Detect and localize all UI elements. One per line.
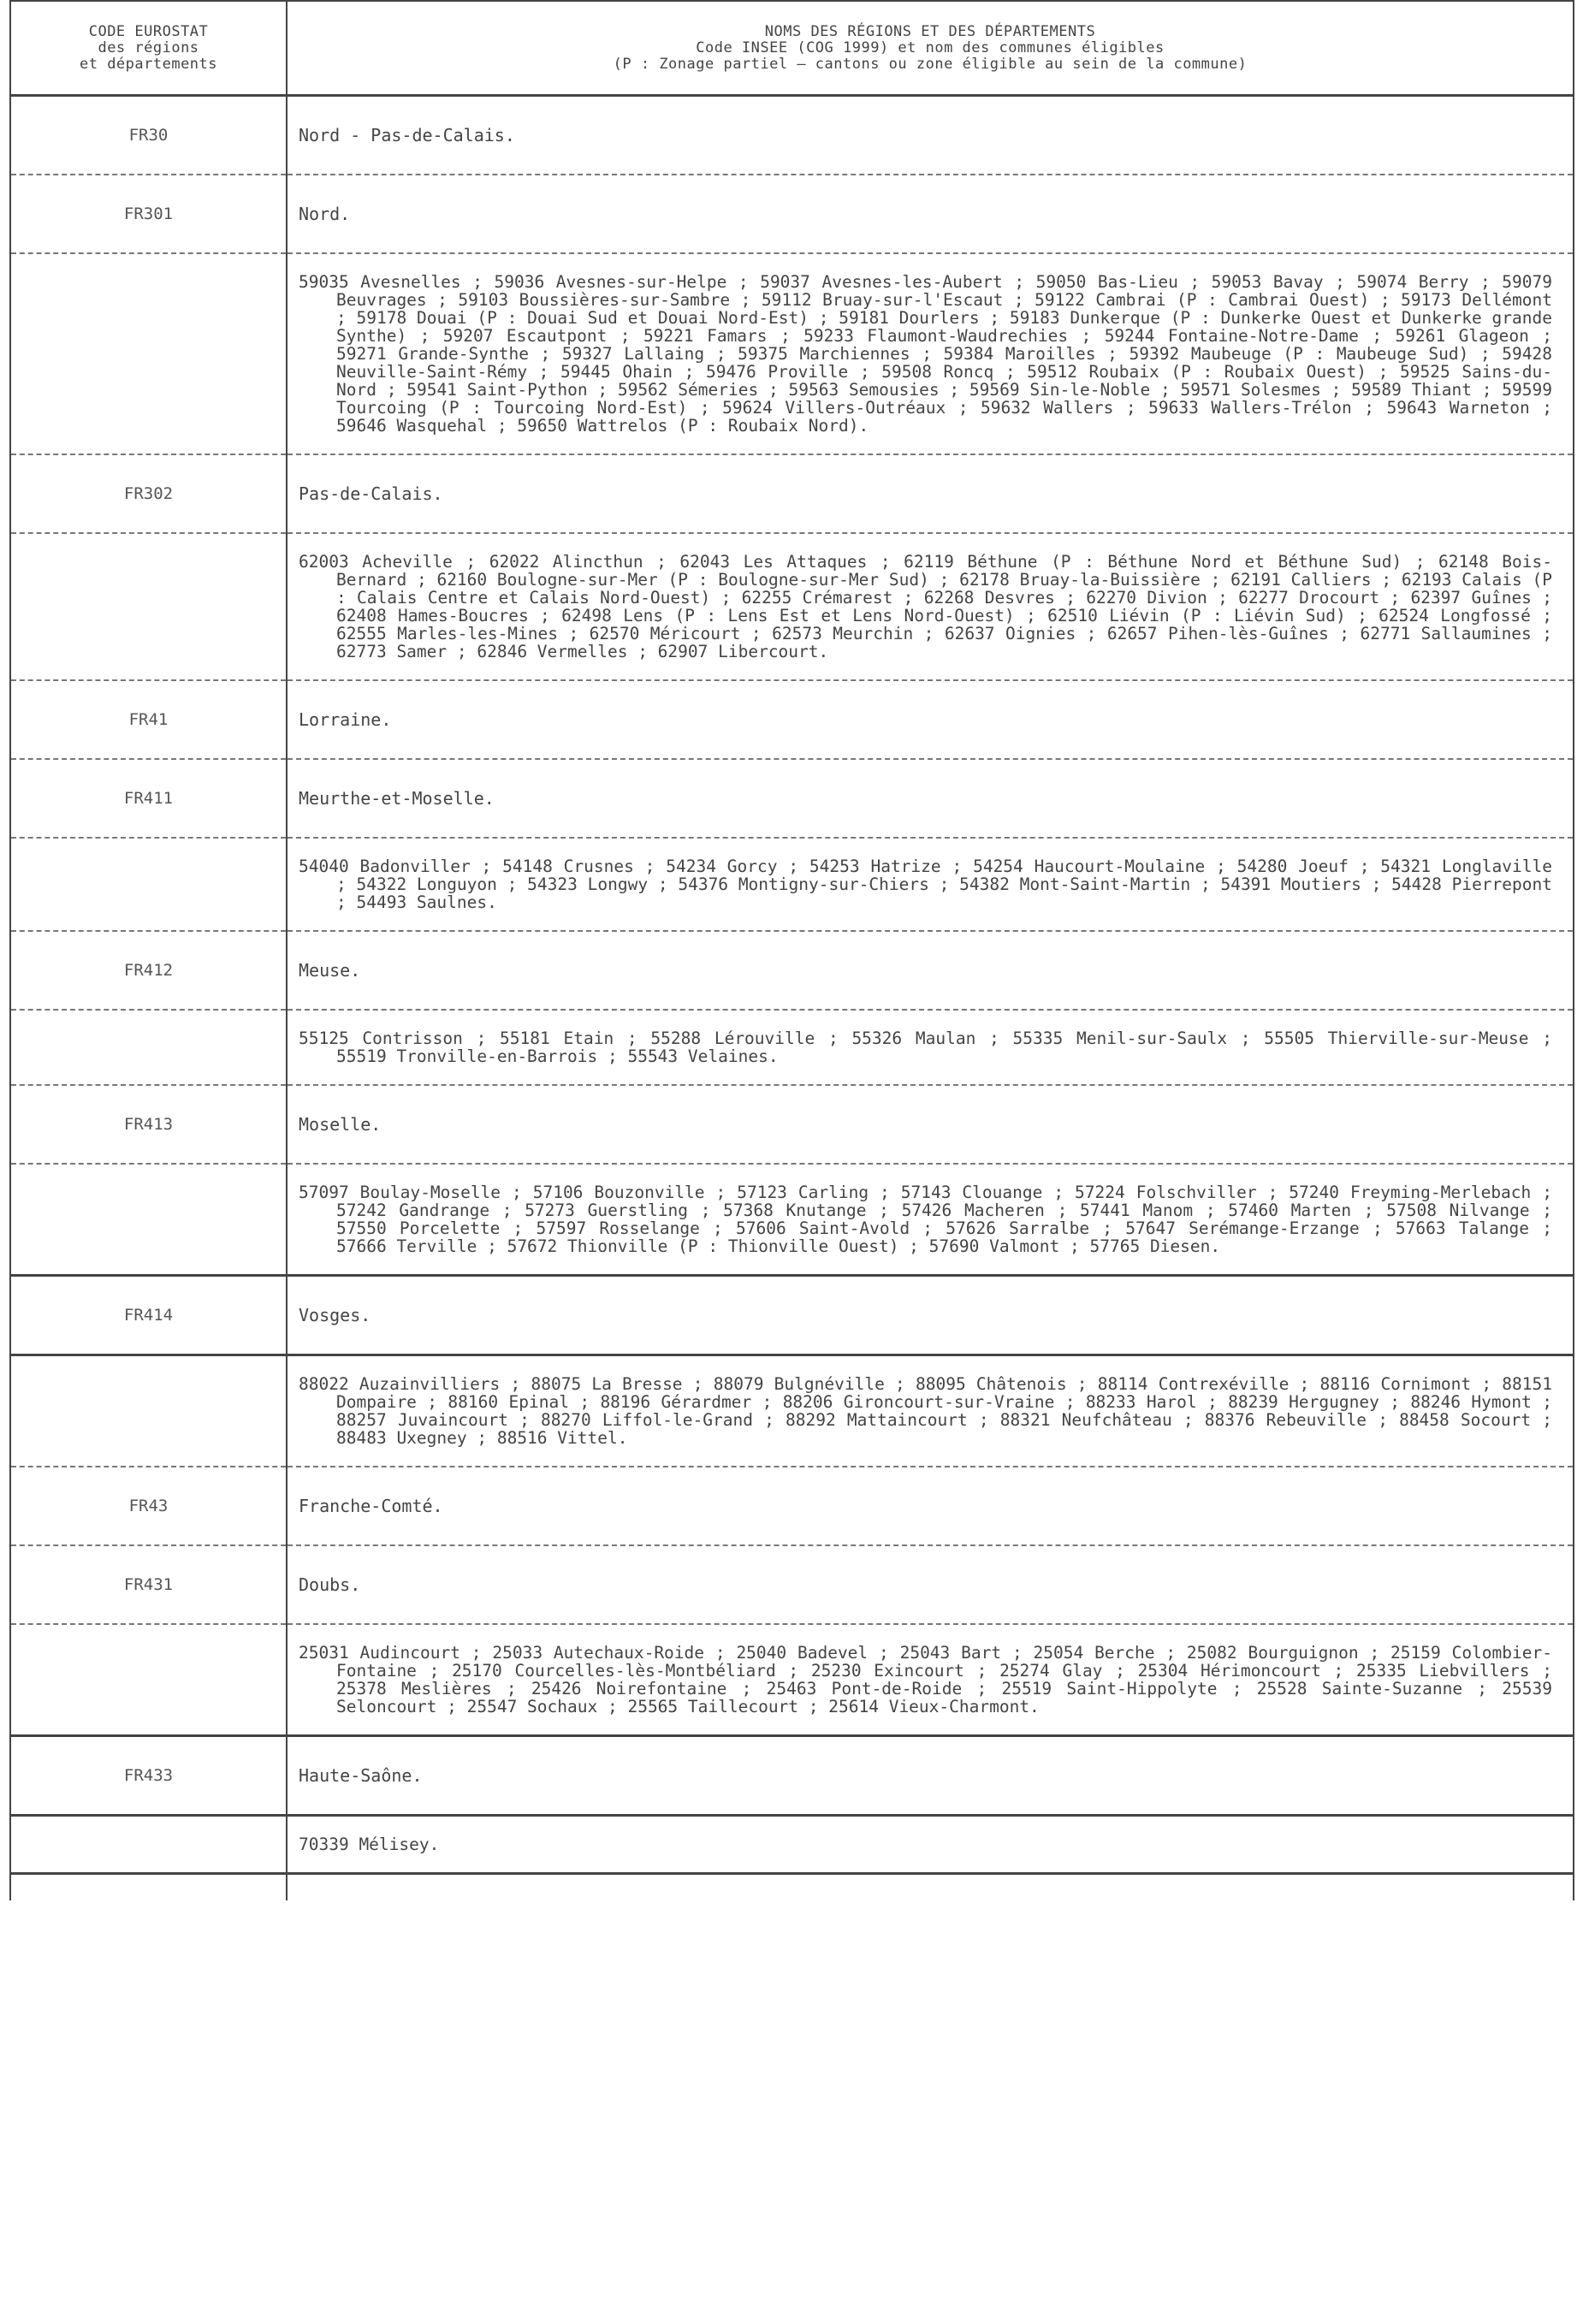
department-row: [10, 454, 1574, 533]
empty-code-cell: [10, 253, 287, 454]
empty-code-cell: [10, 1164, 287, 1276]
continuation-row: [10, 1874, 1574, 1901]
communes-row: [10, 1010, 1574, 1085]
communes-row: [10, 253, 1574, 454]
communes-text: 54040 Badonviller ; 54148 Crusnes ; 54234 Gorcy ; 54253 Hatrize ; 54254 Haucourt-Moulaine ; 54280 Joeuf ; 54321 Longlaville ; 54322 Longuyon ; 54323 Longwy ; 54376 Montigny-sur-Chiers ; 54382 Mont-Saint-Martin ; 54391 Moutiers ; 54428 Pierrepont ; 54493 Saulnes.: [299, 857, 1552, 912]
department-row: [10, 1736, 1574, 1816]
communes-list: [287, 253, 1574, 454]
communes-text: 25031 Audincourt ; 25033 Autechaux-Roide ; 25040 Badevel ; 25043 Bart ; 25054 Berche ; 25082 Bourguignon ; 25159 Colombier-Fontaine ; 25170 Courcelles-lès-Montbéliard ; 25230 Exincourt ; 25274 Glay ; 25304 Hérimoncourt ; 25335 Liebvillers ; 25378 Meslières ; 25426 Noirefontaine ; 25463 Pont-de-Roide ; 25519 Saint-Hippolyte ; 25528 Sainte-Suzanne ; 25539 Seloncourt ; 25547 Sochaux ; 25565 Taillecourt ; 25614 Vieux-Charmont.: [299, 1643, 1552, 1716]
communes-text: 62003 Acheville ; 62022 Alincthun ; 62043 Les Attaques ; 62119 Béthune (P : Béthune Nord et Béthune Sud) ; 62148 Bois-Bernard ; 62160 Boulogne-sur-Mer (P : Boulogne-sur-Mer Sud) ; 62178 Bruay-la-Buissière ; 62191 Calliers ; 62193 Calais (P : Calais Centre et Calais Nord-Ouest) ; 62255 Crémarest ; 62268 Desvres ; 62270 Divion ; 62277 Drocourt ; 62397 Guînes ; 62408 Hames-Boucres ; 62498 Lens (P : Lens Est et Lens Nord-Ouest) ; 62510 Liévin (P : Liévin Sud) ; 62524 Longfossé ; 62555 Marles-les-Mines ; 62570 Méricourt ; 62573 Meurchin ; 62637 Oignies ; 62657 Pihen-lès-Guînes ; 62771 Sallaumines ; 62773 Samer ; 62846 Vermelles ; 62907 Libercourt.: [299, 552, 1552, 661]
empty-code-cell: [10, 1010, 287, 1085]
department-name: Pas-de-Calais.: [287, 454, 1574, 533]
eligible-communes-table: [9, 0, 1574, 1900]
department-row: [10, 1545, 1574, 1624]
empty-name-cell: [287, 1874, 1574, 1901]
department-row: [10, 1085, 1574, 1164]
communes-text: 59035 Avesnelles ; 59036 Avesnes-sur-Helpe ; 59037 Avesnes-les-Aubert ; 59050 Bas-Lieu ; 59053 Bavay ; 59074 Berry ; 59079 Beuvrages ; 59103 Boussières-sur-Sambre ; 59112 Bruay-sur-l'Escaut ; 59122 Cambrai (P : Cambrai Ouest) ; 59173 Dellémont ; 59178 Douai (P : Douai Sud et Douai Nord-Est) ; 59181 Dourlers ; 59183 Dunkerque (P : Dunkerke Ouest et Dunkerke grande Synthe) ; 59207 Escautpont ; 59221 Famars ; 59233 Flaumont-Waudrechies ; 59244 Fontaine-Notre-Dame ; 59261 Glageon ; 59271 Grande-Synthe ; 59327 Lallaing ; 59375 Marchiennes ; 59384 Maroilles ; 59392 Maubeuge (P : Maubeuge Sud) ; 59428 Neuville-Saint-Rémy ; 59445 Ohain ; 59476 Proville ; 59508 Roncq ; 59512 Roubaix (P : Roubaix Ouest) ; 59525 Sains-du-Nord ; 59541 Saint-Python ; 59562 Sémeries ; 59563 Semousies ; 59569 Sin-le-Noble ; 59571 Solesmes ; 59589 Thiant ; 59599 Tourcoing (P : Tourcoing Nord-Est) ; 59624 Villers-Outréaux ; 59632 Wallers ; 59633 Wallers-Trélon ; 59643 Warneton ; 59646 Wasquehal ; 59650 Wattrelos (P : Roubaix Nord).: [299, 272, 1552, 436]
header-col1-line: des régions: [98, 39, 199, 56]
communes-list: [287, 533, 1574, 680]
empty-code-cell: [10, 533, 287, 680]
communes-row: [10, 1624, 1574, 1736]
department-row: [10, 931, 1574, 1010]
communes-row: [10, 1164, 1574, 1276]
eurostat-code: FR414: [10, 1276, 287, 1355]
department-name: Moselle.: [287, 1085, 1574, 1164]
department-row: [10, 175, 1574, 253]
empty-code-cell: [10, 1624, 287, 1736]
eurostat-code: FR43: [10, 1467, 287, 1545]
table-header-row: [10, 1, 1574, 96]
region-row: [10, 680, 1574, 759]
region-name: Nord - Pas-de-Calais.: [287, 96, 1574, 175]
region-name: Lorraine.: [287, 680, 1574, 759]
department-name: Meurthe-et-Moselle.: [287, 759, 1574, 838]
department-name: Vosges.: [287, 1276, 1574, 1355]
communes-list: [287, 1010, 1574, 1085]
communes-row: [10, 838, 1574, 931]
communes-text: 70339 Mélisey.: [299, 1835, 440, 1854]
header-col2-line: Code INSEE (COG 1999) et nom des communes éligibles: [696, 39, 1165, 56]
eurostat-code: FR413: [10, 1085, 287, 1164]
region-row: [10, 96, 1574, 175]
communes-row: [10, 1816, 1574, 1874]
department-name: Haute-Saône.: [287, 1736, 1574, 1816]
eurostat-code: FR301: [10, 175, 287, 253]
empty-code-cell: [10, 838, 287, 931]
eurostat-code: FR30: [10, 96, 287, 175]
header-col2-line: NOMS DES RÉGIONS ET DES DÉPARTEMENTS: [764, 22, 1096, 40]
communes-list: [287, 1816, 1574, 1874]
communes-list: [287, 1355, 1574, 1467]
region-name: Franche-Comté.: [287, 1467, 1574, 1545]
eurostat-code: FR41: [10, 680, 287, 759]
header-col2-line: (P : Zonage partiel – cantons ou zone éligible au sein de la commune): [613, 55, 1248, 73]
eurostat-code: FR411: [10, 759, 287, 838]
department-name: Nord.: [287, 175, 1574, 253]
communes-text: 88022 Auzainvilliers ; 88075 La Bresse ; 88079 Bulgnéville ; 88095 Châtenois ; 88114 Contrexéville ; 88116 Cornimont ; 88151 Dompaire ; 88160 Epinal ; 88196 Gérardmer ; 88206 Gironcourt-sur-Vraine ; 88233 Harol ; 88239 Hergugney ; 88246 Hymont ; 88257 Juvaincourt ; 88270 Liffol-le-Grand ; 88292 Mattaincourt ; 88321 Neufchâteau ; 88376 Rebeuville ; 88458 Socourt ; 88483 Uxegney ; 88516 Vittel.: [299, 1374, 1552, 1448]
communes-row: [10, 1355, 1574, 1467]
empty-code-cell: [10, 1874, 287, 1901]
empty-code-cell: [10, 1816, 287, 1874]
communes-list: [287, 1164, 1574, 1276]
communes-list: [287, 838, 1574, 931]
header-eurostat-code: [10, 1, 287, 96]
header-col1-line: et départements: [79, 55, 218, 73]
department-row: [10, 1276, 1574, 1355]
department-name: Doubs.: [287, 1545, 1574, 1624]
header-col1-line: CODE EUROSTAT: [88, 22, 209, 40]
eurostat-code: FR431: [10, 1545, 287, 1624]
department-name: Meuse.: [287, 931, 1574, 1010]
department-row: [10, 759, 1574, 838]
empty-code-cell: [10, 1355, 287, 1467]
header-region-names: [287, 1, 1574, 96]
communes-row: [10, 533, 1574, 680]
communes-text: 55125 Contrisson ; 55181 Etain ; 55288 Lérouville ; 55326 Maulan ; 55335 Menil-sur-Saulx ; 55505 Thierville-sur-Meuse ; 55519 Tronville-en-Barrois ; 55543 Velaines.: [299, 1029, 1552, 1066]
communes-list: [287, 1624, 1574, 1736]
eurostat-code: FR433: [10, 1736, 287, 1816]
eurostat-code: FR412: [10, 931, 287, 1010]
communes-text: 57097 Boulay-Moselle ; 57106 Bouzonville ; 57123 Carling ; 57143 Clouange ; 57224 Folschviller ; 57240 Freyming-Merlebach ; 57242 Gandrange ; 57273 Guerstling ; 57368 Knutange ; 57426 Macheren ; 57441 Manom ; 57460 Marten ; 57508 Nilvange ; 57550 Porcelette ; 57597 Rosselange ; 57606 Saint-Avold ; 57626 Sarralbe ; 57647 Serémange-Erzange ; 57663 Talange ; 57666 Terville ; 57672 Thionville (P : Thionville Ouest) ; 57690 Valmont ; 57765 Diesen.: [299, 1183, 1552, 1256]
eurostat-code: FR302: [10, 454, 287, 533]
region-row: [10, 1467, 1574, 1545]
